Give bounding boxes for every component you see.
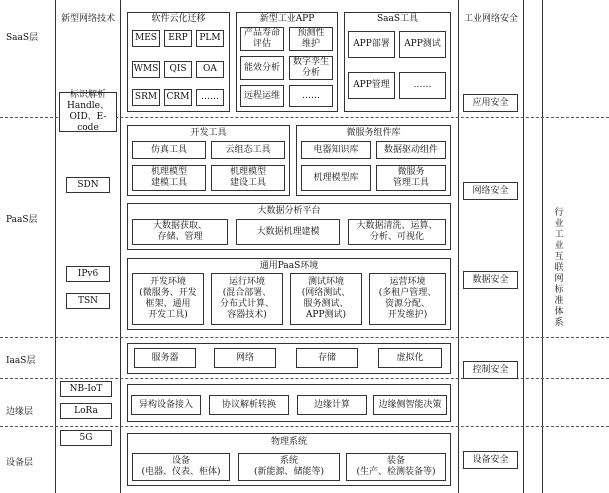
layer-label-paas: PaaS层 <box>6 215 38 225</box>
tech-identity-resolution: 标识解析 Handle、 OID、E-code <box>59 92 117 132</box>
general-item-runtime: 运行环境 (混合部署、 分布式计算、 容器技术) <box>211 273 283 325</box>
cloud-item-wms: WMS <box>132 61 160 78</box>
paas-general-title: 通用PaaS环境 <box>259 261 319 271</box>
devtools-item-model-construct: 机理模型 建设工具 <box>211 165 285 191</box>
app-item-lifetime: 产品寿命 评估 <box>240 27 284 51</box>
cloud-item-more: …… <box>196 89 224 106</box>
app-item-predictive: 预测性 维护 <box>289 27 333 51</box>
tech-title: 新型网络技术 <box>60 14 115 24</box>
security-title: 工业网络安全 <box>463 14 518 24</box>
iaas-item-network: 网络 <box>214 348 276 368</box>
general-item-test: 测试环境 (网络测试、 服务测试、 APP测试) <box>290 273 362 325</box>
tech-nbiot: NB-IoT <box>60 381 112 397</box>
micro-item-data-driven: 数据驱动组件 <box>376 141 446 159</box>
edge-item-protocol: 协议解析转换 <box>209 395 289 415</box>
bigdata-item-clean: 大数据清洗、运算、 分析、可视化 <box>348 219 446 245</box>
devtools-item-model-build: 机理模型 建模工具 <box>132 165 206 191</box>
security-network: 网络安全 <box>463 182 518 200</box>
bigdata-item-acquire: 大数据获取、 存储、管理 <box>132 219 228 245</box>
bigdata-item-modeling: 大数据机理建模 <box>236 219 340 245</box>
general-item-dev: 开发环境 (微服务、开发 框架、通用 开发工具) <box>132 273 204 325</box>
cloud-item-erp: ERP <box>164 30 192 47</box>
cloud-item-plm: PLM <box>196 30 224 47</box>
layer-label-iaas: IaaS层 <box>6 356 36 366</box>
general-item-ops: 运营环境 (多租户管理、 资源分配、 开发维护) <box>369 273 446 325</box>
layer-label-device: 设备层 <box>6 458 34 468</box>
app-item-more: …… <box>289 85 333 107</box>
industry-standard-system: 行业工业互联网标准体系 <box>554 208 564 328</box>
app-item-remote: 远程运维 <box>240 85 284 107</box>
cloud-item-srm: SRM <box>132 89 160 106</box>
devtools-item-simulation: 仿真工具 <box>132 141 206 159</box>
tech-tsn: TSN <box>66 293 110 309</box>
cloud-item-qis: QIS <box>164 61 192 78</box>
device-item-equipment: 设备 (电器、仪表、柜体) <box>132 453 230 481</box>
device-item-apparatus: 装备 (生产、检测装备等) <box>346 453 446 481</box>
tools-item-manage: APP管理 <box>348 72 395 99</box>
paas-devtools-title: 开发工具 <box>190 128 227 138</box>
paas-microservice-title: 微服务组件库 <box>346 128 401 138</box>
edge-item-access: 异构设备接入 <box>131 395 201 415</box>
divider-tech <box>120 0 121 493</box>
tech-ipv6: IPv6 <box>66 266 110 282</box>
device-item-system: 系统 (新能源、储能等) <box>238 453 340 481</box>
iaas-item-virtualization: 虚拟化 <box>378 348 442 368</box>
cloud-item-oa: OA <box>196 61 224 78</box>
tech-lora: LoRa <box>60 403 112 419</box>
divider-left <box>55 0 56 493</box>
tools-item-more: …… <box>399 72 446 99</box>
tools-item-deploy: APP部署 <box>348 31 395 58</box>
micro-item-knowledge: 电器知识库 <box>301 141 371 159</box>
cloud-item-mes: MES <box>132 30 160 47</box>
saas-tools-title: SaaS工具 <box>376 14 419 24</box>
device-title: 物理系统 <box>270 437 307 447</box>
saas-industrial-app-title: 新型工业APP <box>259 14 315 24</box>
divider-edge-device <box>0 426 609 427</box>
edge-item-decision: 边缘侧智能决策 <box>373 395 447 415</box>
micro-item-manage-tool: 微服务 管理工具 <box>376 165 446 191</box>
tech-5g: 5G <box>60 430 112 446</box>
divider-standard <box>542 0 543 493</box>
security-control: 控制安全 <box>463 361 518 379</box>
divider-security <box>458 0 459 493</box>
tools-item-test: APP测试 <box>399 31 446 58</box>
divider-security-right <box>523 0 524 493</box>
security-device: 设备安全 <box>463 451 518 469</box>
iaas-item-storage: 存储 <box>296 348 358 368</box>
security-app: 应用安全 <box>463 94 518 112</box>
layer-label-saas: SaaS层 <box>6 33 39 43</box>
security-data: 数据安全 <box>463 271 518 289</box>
layer-label-edge: 边缘层 <box>6 407 34 417</box>
divider-paas-iaas <box>0 337 609 338</box>
micro-item-model-lib: 机理模型库 <box>301 165 371 191</box>
edge-item-computing: 边缘计算 <box>297 395 367 415</box>
saas-cloud-migration-title: 软件云化迁移 <box>151 14 206 24</box>
app-item-energy: 能效分析 <box>240 56 284 80</box>
app-item-digital-twin: 数字孪生 分析 <box>289 56 333 80</box>
paas-bigdata-title: 大数据分析平台 <box>257 206 321 216</box>
cloud-item-crm: CRM <box>164 89 192 106</box>
tech-sdn: SDN <box>66 177 110 193</box>
iaas-item-server: 服务器 <box>134 348 196 368</box>
devtools-item-cloud-config: 云组态工具 <box>211 141 285 159</box>
